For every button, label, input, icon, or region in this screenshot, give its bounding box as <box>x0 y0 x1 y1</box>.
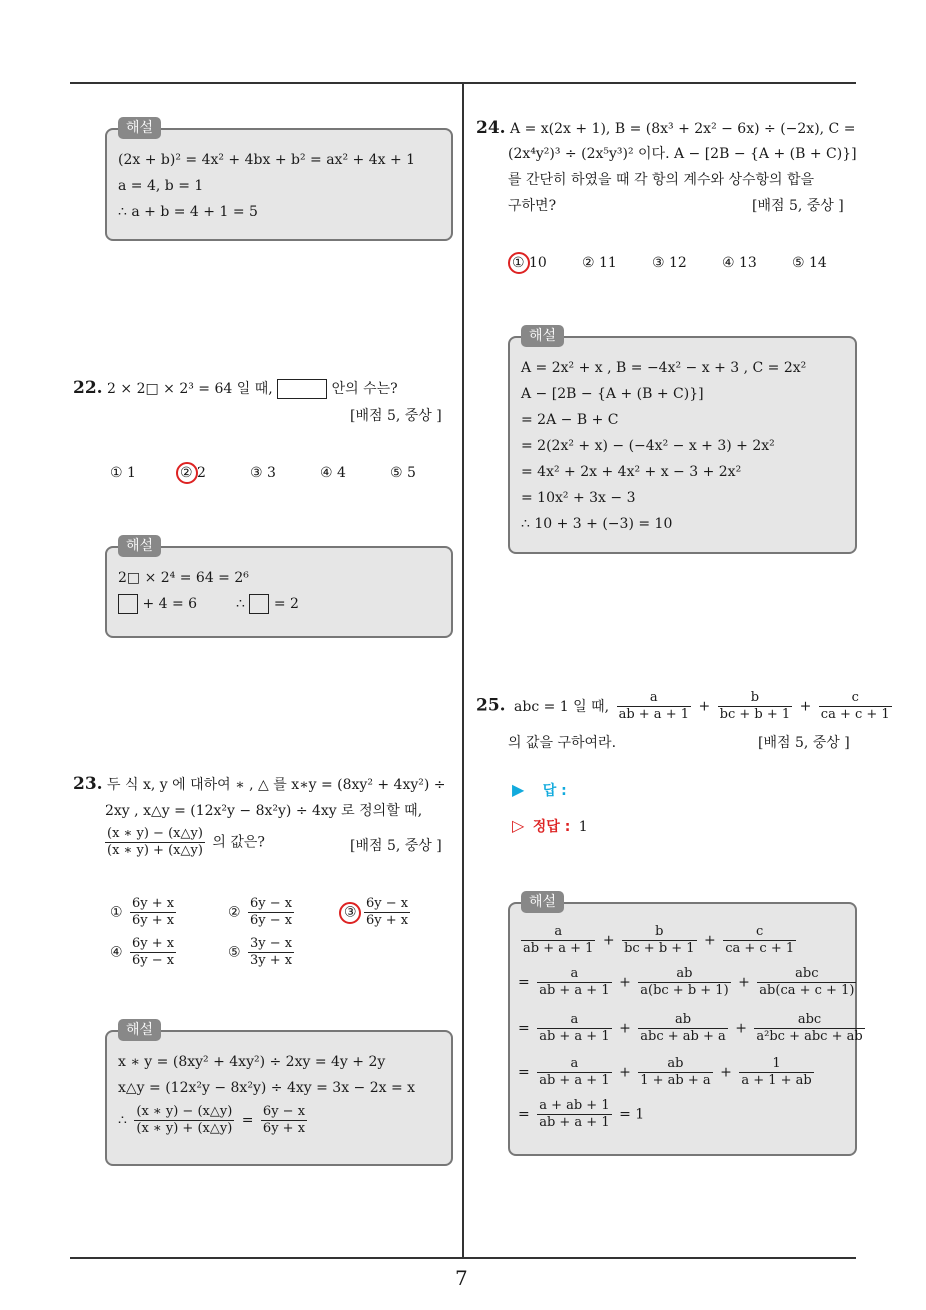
solution-tag: 해설 <box>521 325 564 347</box>
question-22 <box>73 378 398 399</box>
solution-line: A = 2x² + x , B = −4x² − x + 3 , C = 2x² <box>521 360 807 376</box>
question-23-line-2: 2xy , x△y = (12x²y − 8x²y) ÷ 4xy 로 정의할 때, <box>105 803 423 819</box>
choice-1[interactable]: ① 10 <box>512 255 547 271</box>
correct-answer-row <box>512 816 588 837</box>
solution-line: = 2A − B + C <box>521 412 619 428</box>
correct-label: 정답 : <box>532 819 571 835</box>
question-24-line-3: 를 간단히 하였을 때 각 항의 계수와 상수항의 합을 <box>508 172 815 188</box>
question-number: 23. <box>73 774 103 794</box>
page-number: 7 <box>455 1266 468 1290</box>
solution-row: = $\frac{a}{ab + a + 1}$ + $\frac{ab}{1 + ab + a}$ + $\frac{1}{a + 1 + ab}$ <box>518 1056 812 1088</box>
solution-box-23 <box>105 1030 453 1166</box>
question-23-line-3 <box>102 826 265 859</box>
choice-4[interactable]: ④ 13 <box>722 255 757 271</box>
question-24-line-1 <box>476 118 855 139</box>
solution-line: 2□ × 2⁴ = 64 = 2⁶ <box>118 570 249 586</box>
points-label: [배점 5, 중상 ] <box>350 408 442 424</box>
solution-line <box>118 594 299 614</box>
solution-line: ∴ 10 + 3 + (−3) = 10 <box>521 516 673 532</box>
column-divider <box>462 84 464 1259</box>
fraction: $\frac{a}{ab + a + 1}$ <box>618 690 689 722</box>
choice-2[interactable]: ② 2 <box>180 465 206 481</box>
solution-tag: 해설 <box>118 117 161 139</box>
question-text: 2 × 2□ × 2³ = 64 일 때, <box>107 381 273 397</box>
solution-tag: 해설 <box>118 535 161 557</box>
answer-arrow-icon: ▶ <box>512 780 525 799</box>
solution-line: a = 4, b = 1 <box>118 178 204 194</box>
choice-2[interactable]: ② $\frac{6y - x}{6y - x}$ <box>228 896 293 928</box>
solution-line: (2x + b)² = 4x² + 4bx + b² = ax² + 4x + 1 <box>118 152 416 168</box>
question-23-line-1 <box>73 774 446 795</box>
choice-5[interactable]: ⑤ $\frac{3y - x}{3y + x}$ <box>228 936 293 968</box>
question-text: 의 값은? <box>212 834 265 851</box>
answer-blank-box <box>277 379 327 399</box>
choice-4[interactable]: ④ 4 <box>320 465 346 481</box>
therefore-symbol: ∴ <box>236 596 245 612</box>
solution-row: = $\frac{a + ab + 1}{ab + a + 1}$ = 1 <box>518 1098 645 1130</box>
selected-answer-circle <box>339 902 361 924</box>
solution-tag: 해설 <box>118 1019 161 1041</box>
answer-row <box>512 780 567 801</box>
points-label: [배점 5, 중상 ] <box>752 198 844 214</box>
choice-2[interactable]: ② 11 <box>582 255 617 271</box>
fraction: $\frac{c}{ca + c + 1}$ <box>820 690 890 722</box>
selected-answer-circle <box>508 252 530 274</box>
choice-4[interactable]: ④ $\frac{6y + x}{6y - x}$ <box>110 936 175 968</box>
choice-1[interactable]: ① $\frac{6y + x}{6y + x}$ <box>110 896 175 928</box>
answer-label: 답 : <box>542 783 567 799</box>
question-text: abc = 1 일 때, <box>514 698 610 715</box>
solution-row: = $\frac{a}{ab + a + 1}$ + $\frac{ab}{a(bc + b + 1)}$ + $\frac{\text{abc}}{ab(ca + c + 1)}$ <box>518 966 855 998</box>
choice-3[interactable]: ③ 3 <box>250 465 276 481</box>
solution-box-22 <box>105 546 453 638</box>
correct-value: 1 <box>578 819 588 835</box>
fraction: $\frac{(x ∗ y) - (x\triangle y)}{(x ∗ y) + (x\triangle y)}$ <box>107 826 203 858</box>
solution-line: = 10x² + 3x − 3 <box>521 490 636 506</box>
bottom-rule <box>70 1257 856 1259</box>
choice-1[interactable]: ① 1 <box>110 465 136 481</box>
solution-text: + 4 = 6 <box>142 596 198 612</box>
solution-line: ∴ a + b = 4 + 1 = 5 <box>118 204 258 220</box>
solution-line: A − [2B − {A + (B + C)}] <box>521 386 704 402</box>
solution-tag: 해설 <box>521 891 564 913</box>
correct-arrow-icon: ▷ <box>512 816 525 835</box>
question-text: 두 식 x, y 에 대하여 ∗ , △ 를 x∗y = (8xy² + 4xy²) ÷ <box>107 777 446 793</box>
solution-line: x△y = (12x²y − 8x²y) ÷ 4xy = 3x − 2x = x <box>118 1080 416 1096</box>
choice-5[interactable]: ⑤ 14 <box>792 255 827 271</box>
points-label: [배점 5, 중상 ] <box>350 838 442 854</box>
solution-row: = $\frac{a}{ab + a + 1}$ + $\frac{ab}{\text{abc + ab + a}}$ + $\frac{\text{abc}}{\text{a²bc + abc + ab}}$ <box>518 1012 863 1044</box>
choice-5[interactable]: ⑤ 5 <box>390 465 416 481</box>
question-text: 안의 수는? <box>331 381 398 397</box>
blank-square <box>118 594 138 614</box>
solution-line: x ∗ y = (8xy² + 4xy²) ÷ 2xy = 4y + 2y <box>118 1054 386 1070</box>
question-25-line-2: 의 값을 구하여라. <box>508 735 617 751</box>
question-number: 22. <box>73 378 103 398</box>
choice-3[interactable]: ③ 12 <box>652 255 687 271</box>
blank-square <box>249 594 269 614</box>
question-24-line-4: 구하면? <box>508 198 557 214</box>
question-number: 25. <box>476 695 506 716</box>
solution-line: ∴ $\frac{(x ∗ y) - (x\triangle y)}{(x ∗ y) + (x\triangle y)}$ = $\frac{6y - x}{6y + x}$ <box>118 1104 306 1136</box>
solution-row: $\frac{a}{ab + a + 1}$ + $\frac{b}{bc + b + 1}$ + $\frac{c}{ca + c + 1}$ <box>523 924 795 956</box>
question-25-line-1: 25. abc = 1 일 때, $\frac{a}{ab + a + 1}$ + $\frac{b}{bc + b + 1}$ + $\frac{c}{ca + c + 1}$ <box>476 690 890 722</box>
solution-text: = 2 <box>273 596 299 612</box>
question-text: A = x(2x + 1), B = (8x³ + 2x² − 6x) ÷ (−2x), C = <box>510 121 856 137</box>
question-number: 24. <box>476 118 506 138</box>
choice-3[interactable]: ③ $\frac{6y - x}{6y + x}$ <box>344 896 409 928</box>
fraction: $\frac{b}{bc + b + 1}$ <box>719 690 791 722</box>
question-24-line-2: (2x⁴y²)³ ÷ (2x⁵y³)² 이다. A − [2B − {A + (B + C)}] <box>508 146 857 162</box>
selected-answer-circle <box>176 462 198 484</box>
solution-line: = 2(2x² + x) − (−4x² − x + 3) + 2x² <box>521 438 775 454</box>
points-label: [배점 5, 중상 ] <box>758 735 850 751</box>
solution-line: = 4x² + 2x + 4x² + x − 3 + 2x² <box>521 464 742 480</box>
